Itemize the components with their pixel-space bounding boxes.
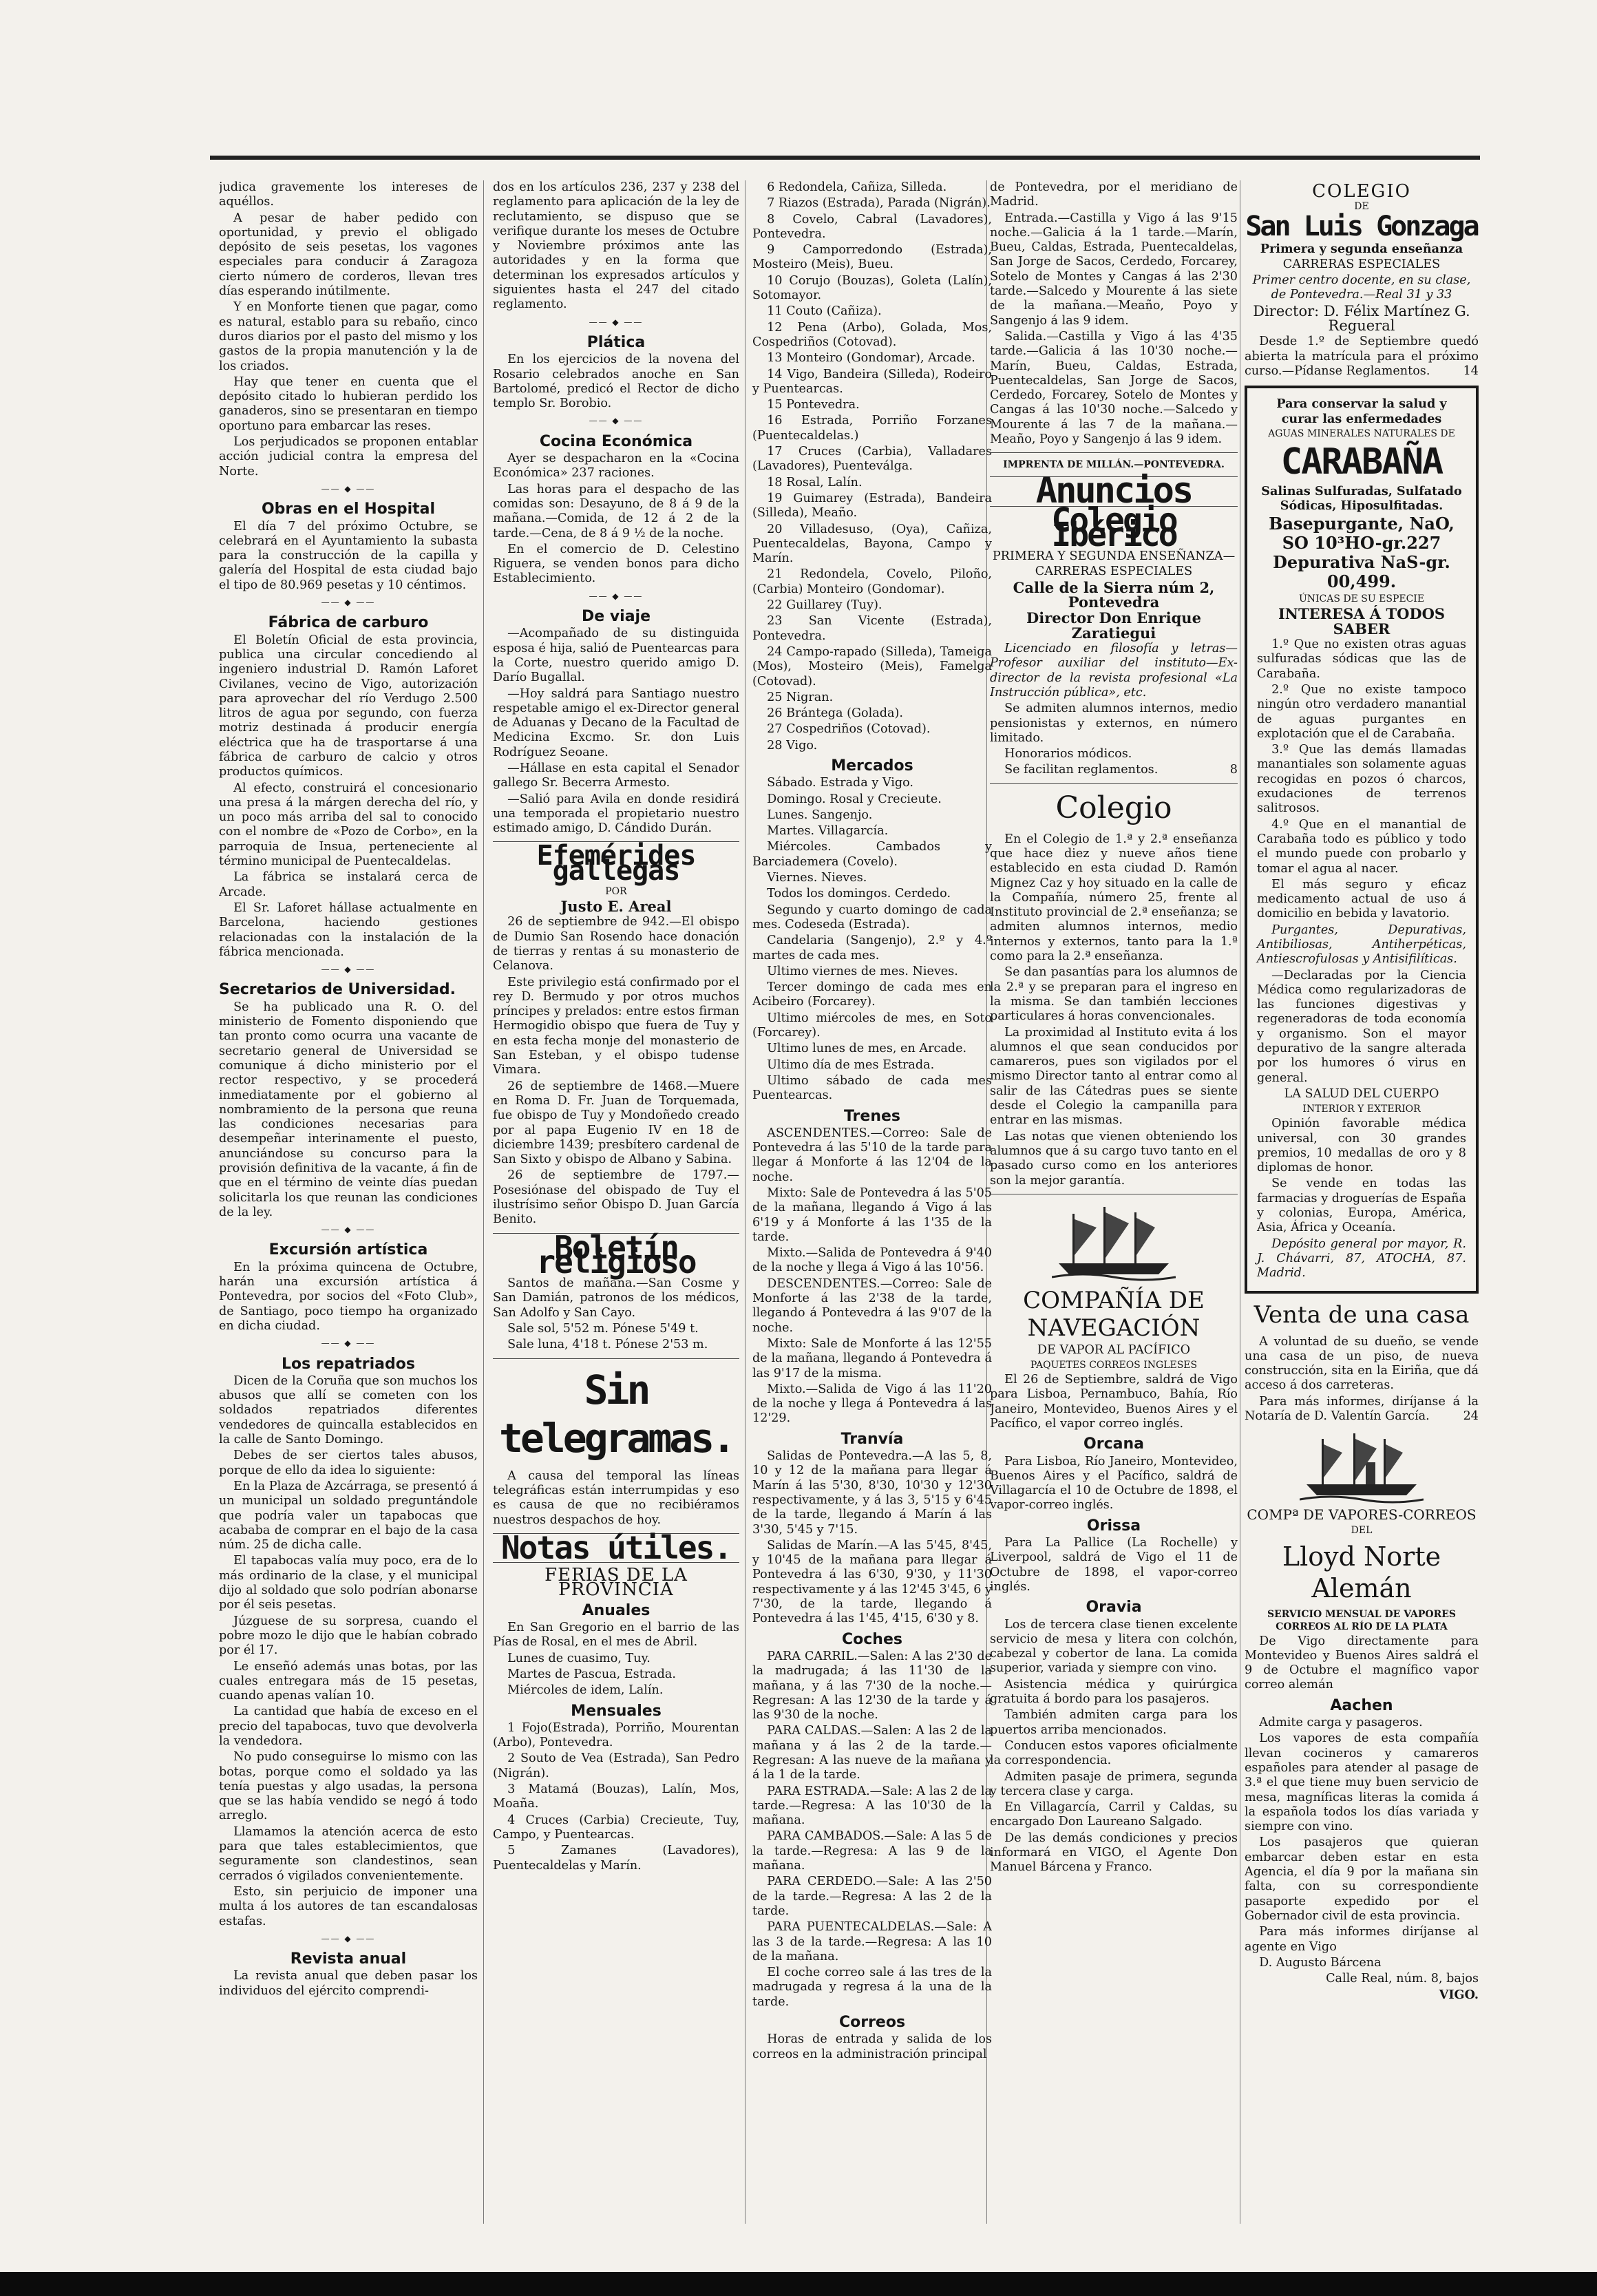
- headline-coches: Coches: [842, 1630, 902, 1648]
- list-item: 10 Corujo (Bouzas), Goleta (Lalín), Sotomayor.: [752, 273, 992, 303]
- ad-text: Conducen estos vapores oficialmente la correspondencia.: [990, 1738, 1238, 1768]
- ad-subtitle: PAQUETES CORREOS INGLESES: [1030, 1360, 1198, 1371]
- article-paragraph: Debes de ser ciertos tales abusos, porque de ello da idea lo siguiente:: [219, 1449, 478, 1477]
- list-item: 1 Fojo(Estrada), Porriño, Mourentan (Arbo), Pontevedra.: [493, 1720, 739, 1750]
- ad-text: Admiten pasaje de primera, segunda y tercera clase y carga.: [990, 1769, 1238, 1798]
- ad-text-matricula: Desde 1.º de Septiembre quedó abierta la matrícula para el próximo curso.—Pídanse Reglamentos.: [1245, 335, 1479, 378]
- article-paragraph: Le enseñó además unas botas, por las cuales entregara más de 15 pesetas, cuando apenas valían 10.: [219, 1659, 478, 1703]
- headline-oravia: Oravia: [1086, 1599, 1142, 1616]
- article-paragraph: PARA ESTRADA.—Sale: A las 2 de la tarde.—Regresa: A las 10'30 de la mañana.: [752, 1784, 992, 1828]
- headline-sin-telegramas: Sin telegramas.: [498, 1366, 734, 1462]
- byline-author: Justo E. Areal: [560, 898, 672, 916]
- byline-por: POR: [605, 886, 627, 898]
- list-item: Lunes de cuasimo, Tuy.: [507, 1651, 651, 1665]
- column-1: [219, 180, 478, 2229]
- list-item: 3 Matamá (Bouzas), Lalín, Mos, Moaña.: [493, 1782, 739, 1811]
- ad-text: 1.º Que no existen otras aguas sulfuradas sódicas que las de Carabaña.: [1257, 638, 1466, 681]
- ad-text-notaria: Para más informes, diríjanse á la Notaría de D. Valentín García.: [1245, 1394, 1479, 1423]
- ad-text: Primer centro docente, en su clase, de Pontevedra.—Real 31 y 33: [1252, 273, 1471, 302]
- ad-text: Se admiten alumnos internos, medio pensionistas y externos, en número limitado.: [990, 702, 1238, 745]
- headline-repatriados: Los repatriados: [282, 1355, 415, 1373]
- top-rule: [210, 156, 1480, 160]
- article-paragraph: —Hállase en esta capital el Senador gallego Sr. Becerra Armesto.: [493, 761, 739, 790]
- article-paragraph: 26 de septiembre de 1468.—Muere en Roma D. Fr. Juan de Torquemada, fue obispo de Tuy y Mondoñedo creado por al papa Eugenio IV en 18 de diciembre 1439; presbítero cardenal de San Sixto y obispo de Albano y Sabina.: [493, 1079, 739, 1167]
- article-paragraph: Los perjudicados se proponen entablar acción judicial contra la empresa del Norte.: [219, 435, 478, 478]
- list-item: 27 Cospedriños (Cotovad).: [767, 722, 931, 737]
- list-item: 4 Cruces (Carbia) Crecieute, Tuy, Campo, y Puentearcas.: [493, 1813, 739, 1842]
- ad-text: Se vende en todas las farmacias y droguerías de España y colonias, Europa, América, Asia, África y Oceanía.: [1257, 1177, 1466, 1235]
- ad-text: 3.º Que las demás llamadas manantiales son solamente aguas recogidas en pozos ó charcos, exudaciones de terrenos salitrosos.: [1257, 743, 1466, 816]
- headline-revista: Revista anual: [290, 1950, 407, 1968]
- ad-text: Salinas Sulfuradas, Sulfatado Sódicas, Hiposulfitadas.: [1261, 483, 1462, 514]
- list-item: 19 Guimarey (Estrada), Bandeira (Silleda), Meaño.: [752, 491, 992, 520]
- article-paragraph: 26 de septiembre de 1797.—Posesiónase del obispado de Tuy el ilustrísimo señor Obispo D. Juan García Benito.: [493, 1168, 739, 1227]
- article-paragraph: —Acompañado de su distinguida esposa é hija, salió de Puentearcas para la Corte, nuestro querido amigo D. Darío Bugallal.: [493, 626, 739, 685]
- ad-number: 24: [1463, 1409, 1479, 1423]
- article-paragraph: El coche correo sale á las tres de la madrugada y regresa á la una de la tarde.: [752, 1966, 992, 2009]
- headline-mensuales: Mensuales: [571, 1702, 662, 1720]
- ad-text: En Villagarcía, Carril y Caldas, su encargado Don Laureano Salgado.: [990, 1800, 1238, 1829]
- ad-text: INTERESA Á TODOS SABER: [1278, 605, 1446, 638]
- ad-text: Se dan pasantías para los alumnos de la 2.ª y se preparan para el ingreso en la misma. Se dan también lecciones particulares á horas convencionales.: [990, 965, 1238, 1024]
- ad-text: PRIMERA Y SEGUNDA ENSEÑANZA—CARRERAS ESPECIALES: [992, 549, 1236, 578]
- list-item: Lunes. Sangenjo.: [767, 808, 873, 822]
- list-item: 9 Camporredondo (Estrada), Mosteiro (Meis), Bueu.: [752, 243, 992, 272]
- ad-text: —Declaradas por la Ciencia Médica como regularizadoras de las funciones digestivas y regeneradoras de toda economía y organismo. Son el mayor depurativo de la sangre alterada por los humores ó virus en general.: [1257, 968, 1466, 1085]
- article-paragraph: Mixto: Sale de Monforte á las 12'55 de la mañana, llegando á Pontevedra á las 9'17 de la misma.: [752, 1336, 992, 1380]
- ad-text: [1245, 1395, 1479, 1424]
- ad-text: Los vapores de esta compañía llevan cocineros y camareros españoles para atender al pasage de 3.ª el que tiene muy buen servicio de mesa, magníficas literas la comida á la española todos los días variada y siempre con vino.: [1245, 1731, 1479, 1834]
- article-paragraph: El Sr. Laforet hállase actualmente en Barcelona, haciendo gestiones relacionadas con la instalación de la fábrica mencionada.: [219, 901, 478, 959]
- list-item: Viernes. Nieves.: [767, 871, 867, 885]
- list-item: 25 Nigran.: [767, 690, 834, 704]
- headline-platica: Plática: [586, 333, 646, 351]
- list-item: Miércoles de idem, Lalín.: [507, 1683, 664, 1698]
- headline-efemerides: Efemérides gallegas: [536, 840, 696, 887]
- list-item: Ultimo lunes de mes, en Arcade.: [767, 1042, 967, 1056]
- ornament-divider: —— ◆ ——: [321, 483, 376, 494]
- ad-text: [990, 763, 1238, 777]
- list-item: Martes. Villagarcía.: [767, 824, 889, 839]
- steamship-icon: [1052, 1200, 1176, 1283]
- article-paragraph: Al efecto, construirá el concesionario una presa á la márgen derecha del río, y un poco más arriba del sal to conocido con el nombre de «Pozo de Corbo», en la parroquia de Insua, perteneciente al término municipal de Puentecaldelas.: [219, 781, 478, 869]
- list-item: 28 Vigo.: [767, 738, 818, 752]
- ad-text: Para Lisboa, Río Janeiro, Montevideo, Buenos Aires y el Pacífico, saldrá de Villagarcía el 10 de Octubre de 1898, el vapor-correo inglés.: [990, 1454, 1238, 1513]
- article-paragraph: Dicen de la Coruña que son muchos los abusos que allí se cometen con los soldados repatriados diferentes vendedores de quincalla establecidos en la calle de Santo Domingo.: [219, 1373, 478, 1447]
- ad-text: AGUAS MINERALES NATURALES DE: [1268, 428, 1455, 439]
- ornament-divider: —— ◆ ——: [321, 1225, 376, 1235]
- list-item: Candelaria (Sangenjo), 2.º y 4.º martes de cada mes.: [752, 934, 992, 962]
- ad-text: Asistencia médica y quirúrgica gratuita á bordo para los pasajeros.: [990, 1677, 1238, 1707]
- article-paragraph: El tapabocas valía muy poco, era de lo más ordinario de la clase, y el municipal dijo al soldado que solo podrían abonarse por él seis pesetas.: [219, 1554, 478, 1612]
- printer-imprint: IMPRENTA DE MILLÁN.—PONTEVEDRA.: [1003, 459, 1225, 471]
- article-paragraph: Llamamos la atención acerca de esto para que tales establecimientos, que seguramente son clandestinos, sean cerrados ó vigilados convenientemente.: [219, 1824, 478, 1883]
- list-item: 17 Cruces (Carbia), Valladares (Lavadores), Puenteválga.: [752, 445, 992, 474]
- article-paragraph: PARA CERDEDO.—Sale: A las 2'50 de la tarde.—Regresa: A las 2 de la tarde.: [752, 1875, 992, 1918]
- column-divider: [483, 180, 484, 2224]
- article-paragraph: —Salió para Avila en donde residirá una temporada el propietario nuestro estimado amigo, D. Cándido Durán.: [493, 792, 739, 836]
- ad-text: La proximidad al Instituto evita á los alumnos el que sean conducidos por camareros, pues son vigilados por el mismo Director tanto al entrar como al salir de las Cátedras pues se siente desde el Colegio la campanilla para entrar en las mismas.: [990, 1025, 1238, 1128]
- ornament-divider: —— ◆ ——: [321, 1933, 376, 1944]
- list-item: Miércoles. Cambados y Barciademera (Covelo).: [752, 840, 992, 869]
- ad-text: VIGO.: [1439, 1988, 1479, 2003]
- list-item: 16 Estrada, Porriño Forzanes (Puentecaldelas.): [752, 414, 992, 443]
- headline-lloyd: Lloyd Norte Alemán: [1282, 1541, 1441, 1603]
- list-item: Martes de Pascua, Estrada.: [507, 1667, 677, 1681]
- article-paragraph: Esto, sin perjuicio de imponer una multa á los autores de tan escandalosas estafas.: [219, 1884, 478, 1928]
- list-item: Domingo. Rosal y Crecieute.: [767, 792, 942, 806]
- list-item: Ultimo viernes de mes. Nieves.: [767, 964, 958, 978]
- headline-carabana: CARABAÑA: [1280, 441, 1443, 483]
- list-item: 12 Pena (Arbo), Golada, Mos, Cospedriños (Cotovad).: [752, 320, 992, 349]
- article-paragraph: Sale luna, 4'18 t. Pónese 2'53 m.: [507, 1338, 708, 1352]
- article-paragraph: Mixto: Sale de Pontevedra á las 5'05 de la mañana, llegando á Vigo á las 6'19 y á Monforte á las 1'35 de la tarde.: [752, 1186, 992, 1244]
- section-separator: [990, 783, 1238, 784]
- ad-text: [1245, 335, 1479, 379]
- ad-text: Para más informes diríjanse al agente en Vigo: [1245, 1925, 1479, 1954]
- ad-label-de: DE: [1354, 201, 1369, 213]
- ad-formula: Basepurgante, NaO, SO 10³HO-gr.227 Depurativa NaS-gr. 00,499.: [1269, 514, 1455, 592]
- ad-address: Calle de la Sierra núm 2, Pontevedra: [1013, 578, 1215, 611]
- article-paragraph: DESCENDENTES.—Correo: Sale de Monforte á las 2'38 de la tarde, llegando á Pontevedra á las 9'07 de la noche.: [752, 1276, 992, 1335]
- ad-text: El más seguro y eficaz medicamento actual de uso á domicilio en bebida y lavatorio.: [1257, 877, 1466, 921]
- article-paragraph: Horas de entrada y salida de los correos en la administración principal: [752, 2032, 992, 2061]
- article-paragraph: ASCENDENTES.—Correo: Sale de Pontevedra á las 5'10 de la tarde para llegar á Monforte á las 12'04 de la noche.: [752, 1126, 992, 1184]
- ad-text: Para conservar la salud y curar las enfermedades: [1276, 397, 1447, 426]
- ad-text-reglamentos: Se facilitan reglamentos.: [1004, 763, 1159, 777]
- list-item: 7 Riazos (Estrada), Parada (Nigrán).: [767, 196, 991, 211]
- ad-text: D. Augusto Bárcena: [1259, 1955, 1382, 1970]
- ad-text: Para La Pallice (La Rochelle) y Liverpool, saldrá de Vigo el 11 de Octubre de 1898, el vapor-correo inglés.: [990, 1536, 1238, 1594]
- article-paragraph: Y en Monforte tienen que pagar, como es natural, establo para su rebaño, cinco duros diarios por el pasto del mismo y los gastos de la propia manutención y la de los criados.: [219, 300, 478, 373]
- headline-colegio-iberico: Colegio Ibérico: [1051, 501, 1176, 554]
- ad-text: A voluntad de su dueño, se vende una casa de un piso, de nueva construcción, sita en la Eiriña, que dá acceso á dos carreteras.: [1245, 1334, 1479, 1393]
- ad-text: 4.º Que en el manantial de Carabaña todo es público y todo el mundo puede con probarlo y tomar el agua al nacer.: [1257, 817, 1466, 876]
- ad-subtitle: DEL: [1351, 1524, 1373, 1536]
- headline-anuales: Anuales: [582, 1601, 651, 1619]
- ad-subtitle: DE VAPOR AL PACÍFICO: [1037, 1342, 1191, 1357]
- article-paragraph: dos en los artículos 236, 237 y 238 del reglamento para aplicación de la ley de reclutamiento, se dispuso que se verifique durante los meses de Octubre y Noviembre próximos ante las autoridades y en la forma que determinan los expresados artículos y siguientes hasta el 247 del citado reglamento.: [493, 180, 739, 312]
- headline-colegio: Colegio: [1055, 790, 1172, 825]
- article-paragraph: Hay que tener en cuenta que el depósito citado lo hubieran perdido los ganaderos, sino se presentaran en tiempo oportuno para embarcar las reses.: [219, 375, 478, 433]
- article-paragraph: Mixto.—Salida de Pontevedra á 9'40 de la noche y llega á Vigo á las 10'56.: [752, 1246, 992, 1275]
- article-paragraph: El Boletín Oficial de esta provincia, publica una circular concediendo al ingeniero industrial D. Ramón Laforet Civilanes, vecino de Vigo, autorización para aprovechar del río Verdugo 2.500 litros de agua por segundo, con fuerza motriz destinada á producir energía eléctrica que ha de trasportarse á una fábrica de carburo de calcio y otros productos químicos.: [219, 633, 478, 779]
- article-paragraph: Mixto.—Salida de Vigo á las 11'20 de la noche y llega á Pontevedra á las 12'29.: [752, 1382, 992, 1426]
- headline-ferias: FERIAS DE LA PROVINCIA: [544, 1565, 688, 1601]
- article-paragraph: de Pontevedra, por el meridiano de Madrid.: [990, 180, 1238, 209]
- article-paragraph: Salidas de Pontevedra.—A las 5, 8, 10 y 12 de la mañana para llegar á Marín á las 5'30, 8'30, 10'30 y 12'30 respectivamente, y á las 3, 5'15 y 6'45 de la tarde, llegando á Marín á las 3'30, 5'45 y 7'15.: [752, 1449, 992, 1537]
- headline-correos: Correos: [838, 2014, 906, 2032]
- list-item: 22 Guillarey (Tuy).: [767, 598, 882, 613]
- headline-aachen: Aachen: [1330, 1696, 1393, 1714]
- article-paragraph: PARA PUENTECALDELAS.—Sale: A las 3 de la tarde.—Regresa: A las 10 de la mañana.: [752, 1920, 992, 1963]
- ad-text: 2.º Que no existe tampoco ningún otro verdadero manantial de aguas purgantes en explotación que el de Carabaña.: [1257, 682, 1466, 741]
- article-paragraph: Se ha publicado una R. O. del ministerio de Fomento disponiendo que tan pronto como ocurra una vacante de secretario general de Universidad se comunique á dicho ministerio por el rector respectivo, y se procederá inmediatamente por el gobierno al nombramiento de la persona que reuna las condiciones necesarias para desempeñar interinamente el puesto, anunciándose su concurso para la provisión definitiva de la vacante, á fin de que en el término de veinte días puedan solicitarla los que reunan las condiciones de la ley.: [219, 1000, 478, 1219]
- ad-text: ÚNICAS DE SU ESPECIE: [1298, 593, 1425, 605]
- list-item: Todos los domingos. Cerdedo.: [767, 887, 951, 901]
- column-4: [990, 180, 1238, 2229]
- article-paragraph: Júzguese de su sorpresa, cuando el pobre mozo le dijo que le habían cobrado por él 17.: [219, 1614, 478, 1658]
- ad-director: Director Don Enrique Zaratiegui: [1026, 609, 1201, 642]
- list-item: 21 Redondela, Covelo, Piloño, (Carbia) Monteiro (Gondomar).: [752, 567, 992, 596]
- list-item: 2 Souto de Vea (Estrada), San Pedro (Nigrán).: [493, 1751, 739, 1780]
- carabana-ad: [1245, 386, 1479, 1293]
- ad-text: SERVICIO MENSUAL DE VAPORES CORREOS AL RÍO DE LA PLATA: [1267, 1608, 1456, 1632]
- ad-text: También admiten carga para los puertos arriba mencionados.: [990, 1708, 1238, 1737]
- ad-text: En el Colegio de 1.ª y 2.ª enseñanza que hace diez y nueve años tiene establecido en esta ciudad D. Ramón Mignez Caz y hoy situado en la calle de la Compañía, número 25, frente al Instituto provincial de 2.ª enseñanza; se admiten alumnos internos, medio internos y externos, tanto para la 1.ª como para la 2.ª enseñanza.: [990, 832, 1238, 964]
- headline-notas-utiles: Notas útiles.: [500, 1528, 732, 1566]
- article-paragraph: La cantidad que había de exceso en el precio del tapabocas, tuvo que devolverla la vendedora.: [219, 1705, 478, 1748]
- ad-text: CARRERAS ESPECIALES: [1282, 257, 1441, 271]
- article-paragraph: Las horas para el despacho de las comidas son: Desayuno, de 8 á 9 de la mañana.—Comida, de 12 á 2 de la tarde.—Cena, de 8 á 9 ½ de la noche.: [493, 482, 739, 540]
- list-item: 23 San Vicente (Estrada), Pontevedra.: [752, 614, 992, 643]
- article-paragraph: En la Plaza de Azcárraga, se presentó á un municipal un soldado preguntándole que podría valer un tapabocas que acababa de comprar en el bajo de la casa núm. 25 de dicha calle.: [219, 1479, 478, 1552]
- headline-boletin: Boletín religioso: [536, 1228, 696, 1281]
- section-separator: [990, 452, 1238, 453]
- headline-cocina: Cocina Económica: [539, 432, 693, 450]
- article-paragraph: Salidas de Marín.—A las 5'45, 8'45, y 10'45 de la mañana para llegar á Pontevedra á las 6'30, 9'30, y 11'30 respectivamente y á las 12'45 3'45, 6 y 7'30, de la tarde, llegando á Pontevedra á las 1'45, 4'15, 6'30 y 8.: [752, 1538, 992, 1626]
- ad-text: Las notas que vienen obteniendo los alumnos que á su cargo tuvo tanto en el pasado curso como en los anteriores son la mejor garantía.: [990, 1129, 1238, 1188]
- article-paragraph: Ayer se despacharon en la «Cocina Económica» 237 raciones.: [493, 452, 739, 481]
- list-item: 14 Vigo, Bandeira (Silleda), Rodeiro y Puentearcas.: [752, 367, 992, 396]
- article-paragraph: PARA CAMBADOS.—Sale: A las 5 de la tarde.—Regresa: A las 9 de la mañana.: [752, 1829, 992, 1873]
- article-paragraph: —Hoy saldrá para Santiago nuestro respetable amigo el ex-Director general de Aduanas y Decano de la Facultad de Medicina Excmo. Sr. don Luis Rodríguez Seoane.: [493, 686, 739, 759]
- list-item: 20 Villadesuso, (Oya), Cañiza, Puentecaldelas, Bayona, Campo y Marín.: [752, 522, 992, 566]
- list-item: Sábado. Estrada y Vigo.: [767, 776, 914, 790]
- list-item: 6 Redondela, Cañiza, Silleda.: [767, 180, 947, 194]
- ornament-divider: —— ◆ ——: [321, 965, 376, 975]
- list-item: 26 Brántega (Golada).: [767, 706, 903, 721]
- headline-secretarios: Secretarios de Universidad.: [219, 981, 456, 999]
- headline-anuncios: Anuncios: [1035, 470, 1192, 512]
- list-item: 13 Monteiro (Gondomar), Arcade.: [767, 351, 975, 366]
- ad-text: El 26 de Septiembre, saldrá de Vigo para Lisboa, Pernambuco, Bahía, Río Janeiro, Montevideo, Buenos Aires y el Pacífico, el vapor correo inglés.: [990, 1373, 1238, 1431]
- article-paragraph: Salida.—Castilla y Vigo á las 4'35 tarde.—Galicia á las 10'30 noche.—Marín, Bueu, Caldas, Estrada, Puentecaldelas, San Jorge de Sacos, Cerdedo, Forcarey, Sotelo de Montes y Cangas á las 10'30 noche.—Salcedo y Mourente á las 7 de la mañana.—Meaño, Poyo y Sangenjo á las 9 idem.: [990, 329, 1238, 447]
- list-item: Tercer domingo de cada mes en Acibeiro (Forcarey).: [752, 980, 992, 1009]
- article-paragraph: Entrada.—Castilla y Vigo á las 9'15 noche.—Galicia á la 1 tarde.—Marín, Bueu, Caldas, Estrada, Puentecaldelas, San Jorge de Sacos, Cerdedo, Forcarey, Sotelo de Montes y Cangas á las 2'30 tarde.—Salcedo y Mourente á las siete de la mañana.—Meaño, Poyo y Sangenjo á las 9 idem.: [990, 211, 1238, 328]
- article-paragraph: 26 de septiembre de 942.—El obispo de Dumio San Rosendo hace donación de tierras y rentas á su monasterio de Celanova.: [493, 915, 739, 973]
- list-item: 18 Rosal, Lalín.: [767, 475, 863, 489]
- article-paragraph: PARA CARRIL.—Salen: A las 2'30 de la madrugada; á las 11'30 de la mañana, y á las 7'30 de la noche.—Regresan: A las 12'30 de la tarde y á las 9'30 de la noche.: [752, 1649, 992, 1723]
- ad-text: Licenciado en filosofía y letras—Profesor auxiliar del instituto—Ex-director de la revista profesional «La Instrucción pública», etc.: [990, 642, 1238, 699]
- headline-venta: Venta de una casa: [1254, 1300, 1470, 1329]
- ad-text: LA SALUD DEL CUERPO: [1284, 1086, 1439, 1101]
- headline-orcana: Orcana: [1083, 1435, 1144, 1453]
- headline-hospital: Obras en el Hospital: [261, 501, 436, 518]
- headline-trenes: Trenes: [843, 1107, 901, 1125]
- list-item: Ultimo miércoles de mes, en Soto (Forcarey).: [752, 1011, 992, 1040]
- list-item: 8 Covelo, Cabral (Lavadores), Pontevedra.: [752, 212, 992, 241]
- section-separator: [493, 1358, 739, 1359]
- list-item: Segundo y cuarto domingo de cada mes. Codeseda (Estrada).: [752, 903, 992, 931]
- ad-number: 14: [1463, 364, 1479, 378]
- ad-text: De Vigo directamente para Montevideo y Buenos Aires saldrá el 9 de Octubre el magnífico vapor correo alemán: [1245, 1634, 1479, 1692]
- headline-viaje: De viaje: [581, 608, 651, 626]
- ornament-divider: —— ◆ ——: [589, 317, 644, 327]
- ornament-divider: —— ◆ ——: [589, 416, 644, 426]
- ad-text: Primera y segunda enseñanza: [1260, 241, 1463, 256]
- article-paragraph: El día 7 del próximo Octubre, se celebrará en el Ayuntamiento la subasta para la construcción de la capilla y galería del Hospital de esta ciudad bajo el tipo de 80.969 pesetas y 10 céntimos.: [219, 519, 478, 592]
- ad-director: Director: D. Félix Martínez G. Regueral: [1253, 302, 1470, 335]
- list-item: 15 Pontevedra.: [767, 398, 860, 412]
- ad-text: Depósito general por mayor, R. J. Chávarri, 87, ATOCHA, 87. Madrid.: [1257, 1236, 1466, 1281]
- headline-san-luis-gonzaga: San Luis Gonzaga: [1245, 211, 1478, 243]
- ad-text: Admite carga y pasageros.: [1259, 1716, 1423, 1730]
- headline-tranvia: Tranvía: [840, 1430, 904, 1448]
- ad-text: Calle Real, núm. 8, bajos: [1326, 1972, 1479, 1986]
- article-paragraph: Santos de mañana.—San Cosme y San Damián, patronos de los médicos, San Adolfo y San Cayo.: [493, 1276, 739, 1320]
- list-item: 24 Campo-rapado (Silleda), Tameiga (Mos), Mosteiro (Meis), Famelga (Cotovad).: [752, 644, 992, 688]
- ad-label-colegio: COLEGIO: [1312, 181, 1411, 202]
- ornament-divider: —— ◆ ——: [589, 591, 644, 601]
- list-item: En San Gregorio en el barrio de las Pías de Rosal, en el mes de Abril.: [493, 1621, 739, 1650]
- ornament-divider: —— ◆ ——: [321, 1338, 376, 1349]
- article-paragraph: PARA CALDAS.—Salen: A las 2 de la mañana y á las 2 de la tarde.—Regresan: A las nueve de la mañana y á la 1 de la tarde.: [752, 1724, 992, 1782]
- headline-excursion: Excursión artística: [268, 1241, 428, 1259]
- article-paragraph: No pudo conseguirse lo mismo con las botas, porque como el soldado ya las tenía puestas y algo usadas, la persona que se las había vendido se negó á todo arreglo.: [219, 1750, 478, 1823]
- headline-orissa: Orissa: [1086, 1517, 1141, 1535]
- ad-text: INTERIOR Y EXTERIOR: [1302, 1104, 1421, 1115]
- ad-text: De las demás condiciones y precios informará en VIGO, el Agente Don Manuel Bárcena y Franco.: [990, 1831, 1238, 1875]
- article-paragraph: judica gravemente los intereses de aquéllos.: [219, 180, 478, 209]
- ornament-divider: —— ◆ ——: [321, 598, 376, 608]
- article-paragraph: A causa del temporal las líneas telegráficas están interrumpidas y eso es causa de que no recibiéramos nuestros despachos de hoy.: [493, 1468, 739, 1527]
- article-paragraph: Este privilegio está confirmado por el rey D. Bermudo y por otros muchos príncipes y prelados: entre estos firman Hermogidio obispo que fuera de Tuy y en esta fecha monje del monasterio de San Esteban, y el obispo tudense Vimara.: [493, 975, 739, 1077]
- article-paragraph: En los ejercicios de la novena del Rosario celebrados anoche en San Bartolomé, predicó el Rector de dicho templo Sr. Borobio.: [493, 352, 739, 411]
- ad-number: 8: [1229, 763, 1238, 777]
- article-paragraph: La revista anual que deben pasar los individuos del ejército comprendi-: [219, 1969, 478, 1998]
- article-paragraph: En la próxima quincena de Octubre, harán una excursión artística á Pontevedra, por socios del «Foto Club», de Santiago, poco tiempo ha organizado en dicha ciudad.: [219, 1260, 478, 1333]
- headline-compania: COMPAÑÍA DE NAVEGACIÓN: [1023, 1286, 1205, 1342]
- column-5: [1245, 180, 1479, 2229]
- article-paragraph: En el comercio de D. Celestino Riguera, se venden bonos para dicho Establecimiento.: [493, 542, 739, 586]
- article-paragraph: La fábrica se instalará cerca de Arcade.: [219, 870, 478, 899]
- article-paragraph: A pesar de haber pedido con oportunidad, y previo el obligado depósito de seis pesetas, los vagones especiales para conducir á Zaragoza cierto número de corderos, llevan tres días esperando inútilmente.: [219, 211, 478, 299]
- steamship-icon: [1300, 1428, 1424, 1504]
- bottom-scan-edge: [0, 2272, 1597, 2296]
- list-item: 5 Zamanes (Lavadores), Puentecaldelas y Marín.: [493, 1844, 739, 1873]
- ad-text: Los de tercera clase tienen excelente servicio de mesa y litera con colchón, cabezal y cobertor de lana. La comida superior, variada y siempre con vino.: [990, 1617, 1238, 1676]
- headline-mercados: Mercados: [831, 757, 913, 775]
- headline-carburo: Fábrica de carburo: [268, 614, 429, 632]
- ad-subtitle: COMPª DE VAPORES-CORREOS: [1247, 1506, 1477, 1524]
- ad-text: Los pasajeros que quieran embarcar deben estar en esta Agencia, el día 9 por la mañana sin falta, con su correspondiente pasaporte expedido por el Gobernador civil de esta provincia.: [1245, 1835, 1479, 1923]
- list-item: Ultimo día de mes Estrada.: [767, 1057, 935, 1072]
- ad-text: Opinión favorable médica universal, con 30 grandes premios, 10 medallas de oro y 8 diplomas de honor.: [1257, 1117, 1466, 1175]
- column-2: [493, 180, 739, 2229]
- ad-text: Purgantes, Depurativas, Antibiliosas, Antiherpéticas, Antiescrofulosas y Antisifilíticas.: [1257, 923, 1466, 967]
- ad-text: Honorarios módicos.: [1004, 747, 1132, 761]
- list-item: Ultimo sábado de cada mes Puentearcas.: [752, 1073, 992, 1103]
- list-item: 11 Couto (Cañiza).: [767, 304, 882, 319]
- column-3: [752, 180, 992, 2229]
- article-paragraph: Sale sol, 5'52 m. Pónese 5'49 t.: [507, 1322, 699, 1336]
